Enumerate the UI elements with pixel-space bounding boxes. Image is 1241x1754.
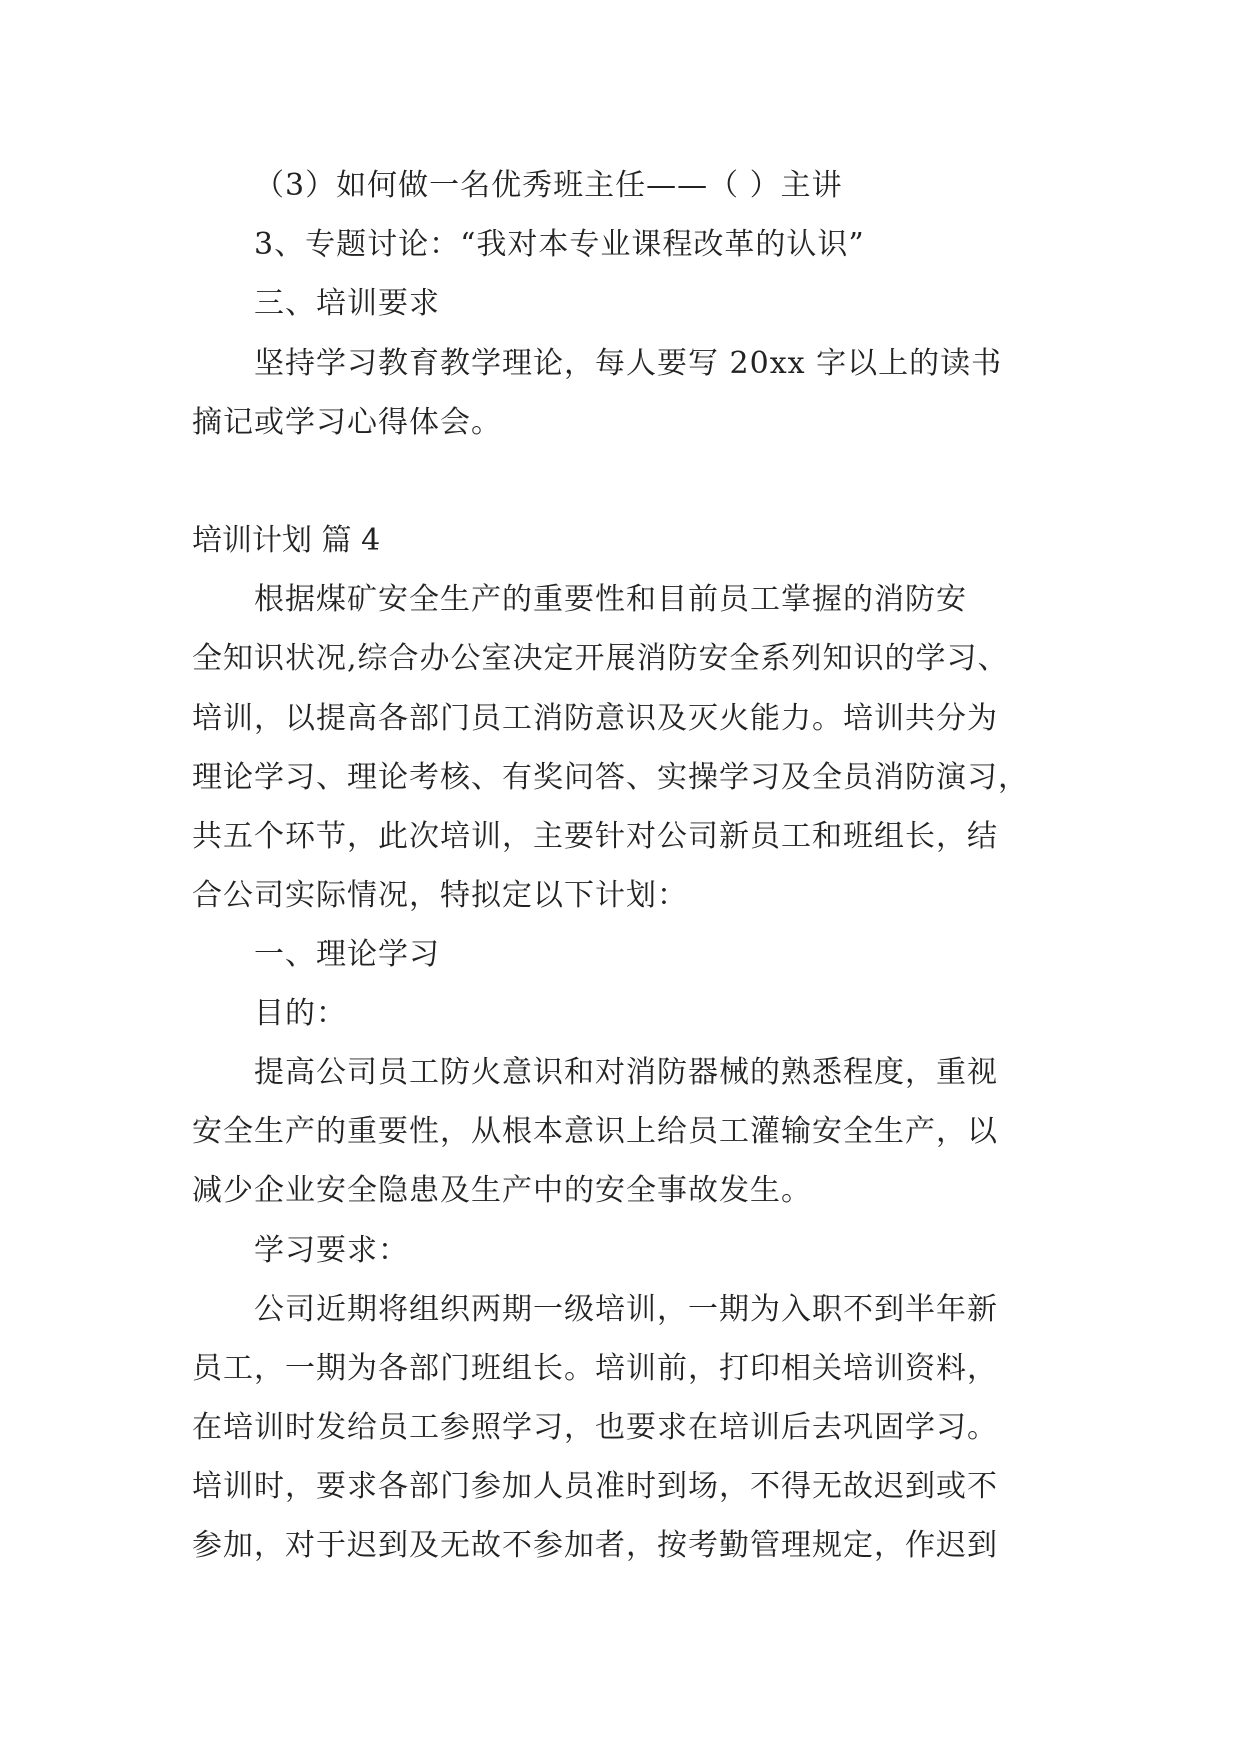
paragraph-line: 减少企业安全隐患及生产中的安全事故发生。 xyxy=(192,1173,812,1208)
list-item-topic-discussion: 3、专题讨论：“我对本专业课程改革的认识” xyxy=(254,227,865,262)
paragraph-line: 坚持学习教育教学理论，每人要写 20xx 字以上的读书 xyxy=(254,346,1003,381)
paragraph-line: 培训时，要求各部门参加人员准时到场，不得无故迟到或不 xyxy=(192,1469,998,1504)
section-heading-theory-study: 一、理论学习 xyxy=(254,937,440,972)
paragraph-line: 摘记或学习心得体会。 xyxy=(192,405,502,440)
paragraph-line: 全知识状况,综合办公室决定开展消防安全系列知识的学习、 xyxy=(192,641,1009,676)
section-heading-training-requirements: 三、培训要求 xyxy=(254,286,440,321)
paragraph-line: 培训，以提高各部门员工消防意识及灭火能力。培训共分为 xyxy=(192,701,998,736)
paragraph-line: 在培训时发给员工参照学习，也要求在培训后去巩固学习。 xyxy=(192,1410,998,1445)
paragraph-line: 理论学习、理论考核、有奖问答、实操学习及全员消防演习， xyxy=(192,760,1029,795)
paragraph-line: 公司近期将组织两期一级培训，一期为入职不到半年新 xyxy=(254,1292,998,1327)
paragraph-line: 提高公司员工防火意识和对消防器械的熟悉程度，重视 xyxy=(254,1055,998,1090)
subheading-purpose: 目的： xyxy=(254,996,347,1031)
paragraph-line: 合公司实际情况，特拟定以下计划： xyxy=(192,878,688,913)
subheading-study-requirements: 学习要求： xyxy=(254,1233,409,1268)
paragraph-line: 共五个环节，此次培训，主要针对公司新员工和班组长，结 xyxy=(192,819,998,854)
section-title-plan-4: 培训计划 篇 4 xyxy=(192,523,381,558)
paragraph-line: 安全生产的重要性，从根本意识上给员工灌输安全生产，以 xyxy=(192,1114,998,1149)
paragraph-line: 根据煤矿安全生产的重要性和目前员工掌握的消防安 xyxy=(254,582,967,617)
paragraph-line: 参加，对于迟到及无故不参加者，按考勤管理规定，作迟到 xyxy=(192,1528,998,1563)
list-item-excellent-head-teacher: （3）如何做一名优秀班主任——（ ）主讲 xyxy=(254,168,843,203)
paragraph-line: 员工，一期为各部门班组长。培训前，打印相关培训资料， xyxy=(192,1351,998,1386)
